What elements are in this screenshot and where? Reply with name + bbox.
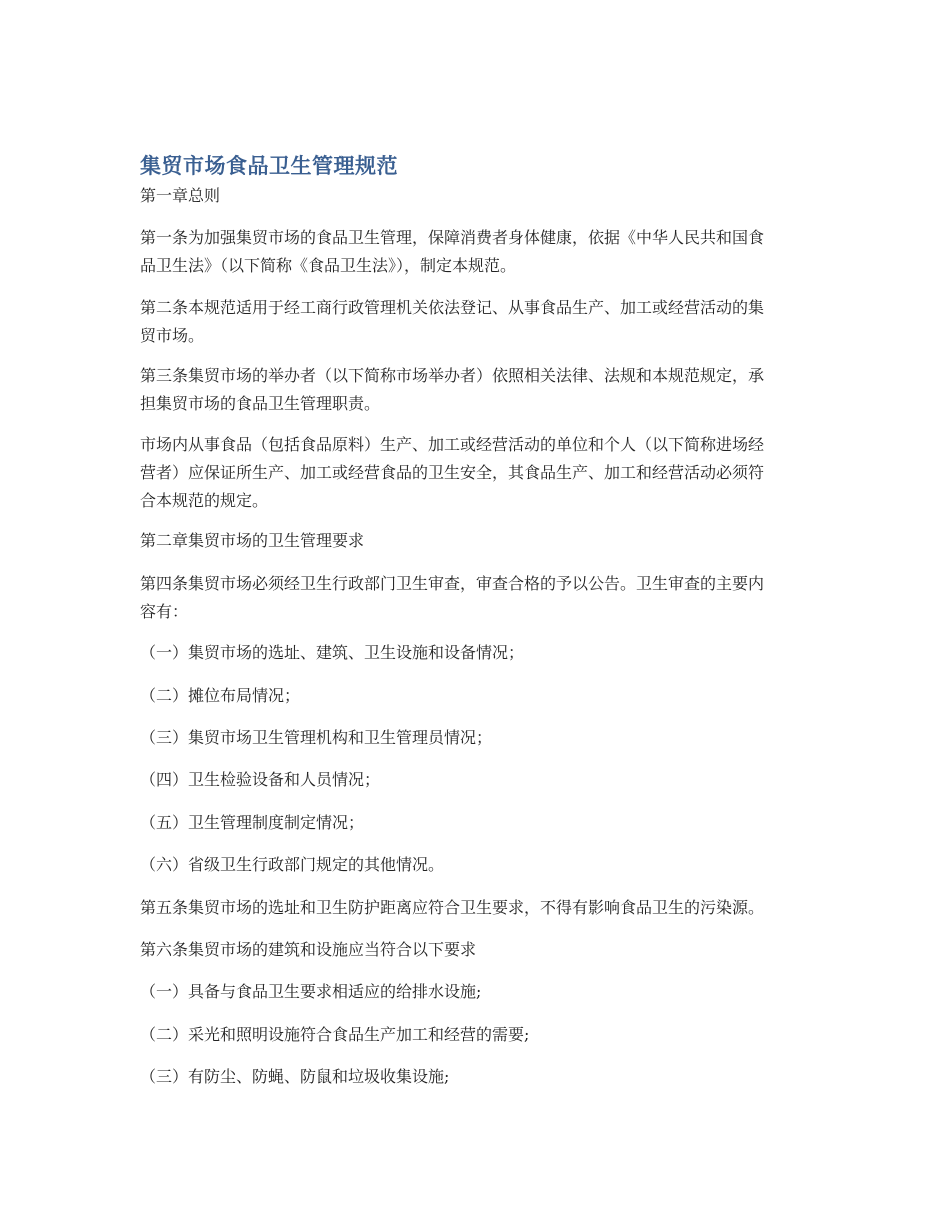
text-line: 市场内从事食品（包括食品原料）生产、加工或经营活动的单位和个人（以下简称进场经 (140, 435, 765, 454)
text-line: 第五条集贸市场的选址和卫生防护距离应符合卫生要求，不得有影响食品卫生的污染源。 (140, 898, 765, 917)
text-line: 第一章总则 (140, 186, 221, 205)
text-line: （二）采光和照明设施符合食品生产加工和经营的需要; (140, 1025, 530, 1044)
text-line: （四）卫生检验设备和人员情况； (140, 770, 381, 789)
text-line: 合本规范的规定。 (140, 491, 269, 510)
text-line: （三）集贸市场卫生管理机构和卫生管理员情况； (140, 728, 493, 747)
article-4 (140, 570, 810, 626)
list-item (140, 682, 810, 710)
text-line: 容有： (140, 602, 189, 621)
list-item (140, 639, 810, 667)
article-3 (140, 362, 810, 418)
text-line: 营者）应保证所生产、加工或经营食品的卫生安全，其食品生产、加工和经营活动必须符 (140, 463, 765, 482)
list-item (140, 809, 810, 837)
text-line: 第三条集贸市场的举办者（以下简称市场举办者）依照相关法律、法规和本规范规定，承 (140, 366, 765, 385)
article-2 (140, 294, 810, 350)
text-line: （一）具备与食品卫生要求相适应的给排水设施; (140, 982, 482, 1001)
text-line: （二）摊位布局情况； (140, 686, 301, 705)
document-title: 集贸市场食品卫生管理规范 (140, 154, 398, 178)
list-item (140, 1063, 810, 1091)
article-1 (140, 224, 810, 280)
chapter-2-heading (140, 527, 810, 555)
vendor-paragraph (140, 431, 810, 515)
list-item (140, 766, 810, 794)
list-item (140, 1021, 810, 1049)
article-6 (140, 936, 810, 964)
text-line: 第六条集贸市场的建筑和设施应当符合以下要求 (140, 940, 477, 959)
text-line: （一）集贸市场的选址、建筑、卫生设施和设备情况； (140, 643, 525, 662)
list-item (140, 724, 810, 752)
list-item (140, 851, 810, 879)
text-line: 第一条为加强集贸市场的食品卫生管理，保障消费者身体健康，依据《中华人民共和国食 (140, 228, 765, 247)
list-item (140, 978, 810, 1006)
text-line: 品卫生法》（以下简称《食品卫生法》），制定本规范。 (140, 256, 517, 275)
text-line: （五）卫生管理制度制定情况； (140, 813, 365, 832)
text-line: （六）省级卫生行政部门规定的其他情况。 (140, 855, 445, 874)
chapter-1-heading (140, 182, 810, 210)
article-5 (140, 894, 810, 922)
text-line: 第四条集贸市场必须经卫生行政部门卫生审查，审查合格的予以公告。卫生审查的主要内 (140, 574, 765, 593)
text-line: 贸市场。 (140, 326, 205, 345)
text-line: （三）有防尘、防蝇、防鼠和垃圾收集设施; (140, 1067, 450, 1086)
text-line: 担集贸市场的食品卫生管理职责。 (140, 394, 381, 413)
text-line: 第二条本规范适用于经工商行政管理机关依法登记、从事食品生产、加工或经营活动的集 (140, 298, 765, 317)
text-line: 第二章集贸市场的卫生管理要求 (140, 531, 365, 550)
